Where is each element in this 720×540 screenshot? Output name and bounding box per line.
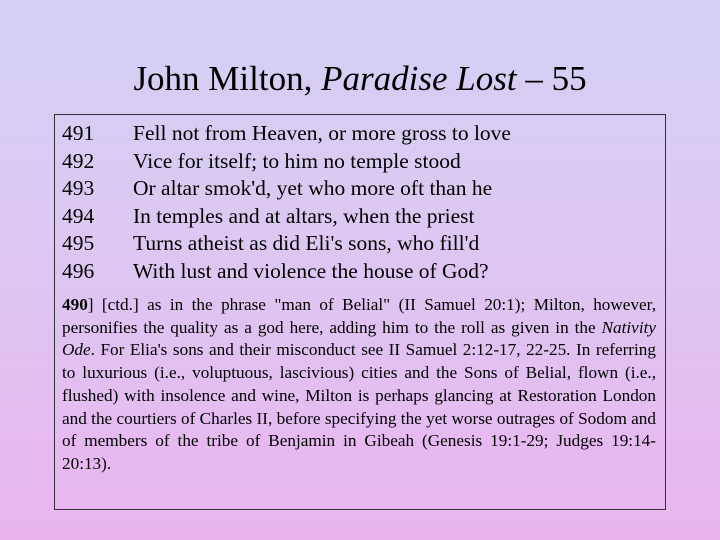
verse-line — [62, 203, 662, 231]
note-text-part1: ] [ctd.] as in the phrase "man of Belial" (II Samuel 20:1); Milton, however, personifies the quality as a god here, adding him to the roll as given in the — [62, 295, 656, 337]
verse-text: Or altar smok'd, yet who more oft than he — [133, 176, 493, 200]
note-work-title: Nativity Ode — [62, 317, 656, 360]
note-text-part2: . For Elia's sons and their misconduct see II Samuel 2:12-17, 22-25. In referring to luxurious (i.e., voluptuous, lascivious) cities and the Sons of Belial, flown (i.e., flushed) with insolence and wine, Milton is perhaps glancing at Restoration London and the courtiers of Charles II, before specifying the yet worse outrages of Sodom and of members of the tribe of Benjamin in Gibeah (Genesis 19:1-29; Judges 19:14-20:13). — [62, 340, 656, 473]
annotation-note — [62, 294, 656, 476]
verse-text: Fell not from Heaven, or more gross to love — [133, 121, 511, 145]
verse-number: 495 — [62, 231, 95, 255]
slide-title — [0, 58, 720, 100]
title-suffix: – 55 — [516, 59, 587, 98]
title-work: Paradise Lost — [321, 59, 517, 98]
verse-text: Vice for itself; to him no temple stood — [133, 148, 461, 173]
verse-line — [62, 230, 662, 258]
note-line-ref: 490 — [62, 295, 88, 314]
title-author: John Milton, — [133, 59, 322, 98]
verse-line — [62, 175, 662, 203]
verse-text: Turns atheist as did Eli's sons, who fill'd — [133, 231, 480, 255]
verse-block — [62, 120, 662, 285]
verse-line — [62, 148, 662, 176]
verse-number: 492 — [62, 148, 95, 173]
verse-number: 494 — [62, 203, 95, 228]
verse-number: 491 — [62, 121, 95, 145]
verse-number: 496 — [62, 258, 95, 283]
verse-line — [62, 258, 662, 286]
verse-text: In temples and at altars, when the priest — [133, 203, 475, 228]
verse-line — [62, 120, 662, 148]
verse-text: With lust and violence the house of God? — [133, 258, 489, 283]
verse-number: 493 — [62, 176, 95, 200]
